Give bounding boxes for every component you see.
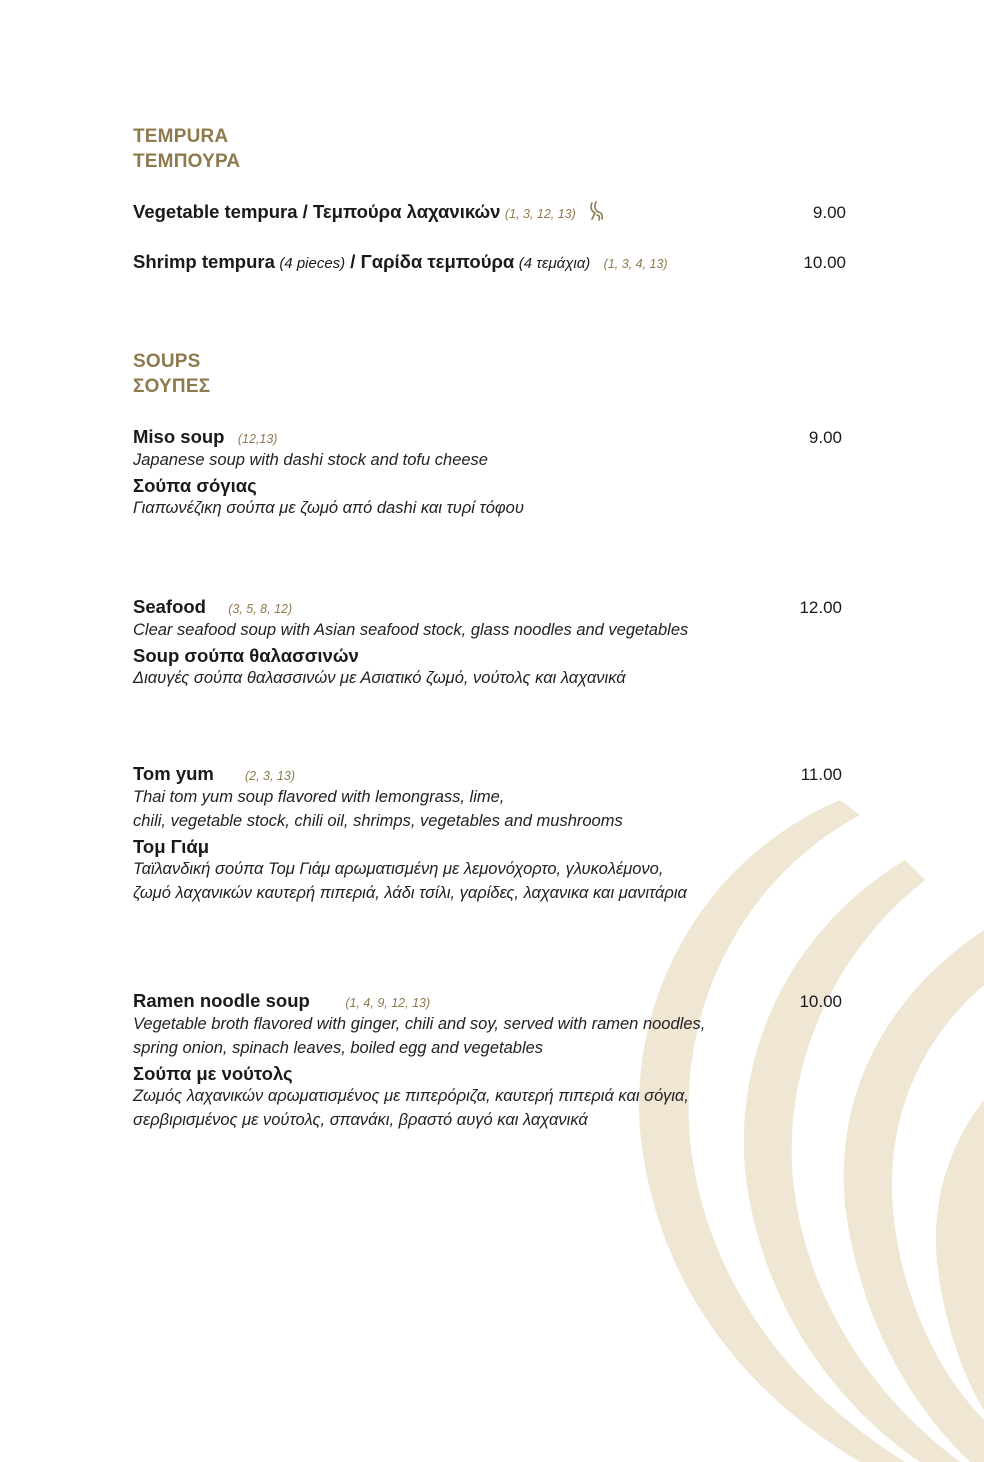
item-price: 11.00 [800,765,842,784]
item-name-gr: Τομ Γιάμ [133,836,210,857]
item-price: 9.00 [812,203,846,222]
item-name-en: Shrimp tempura [133,251,275,272]
allergen-codes: (3, 5, 8, 12) [228,602,293,616]
item-price: 10.00 [799,992,842,1011]
item-description-en: Clear seafood soup with Asian seafood stock, glass noodles and vegetables [133,621,689,639]
item-price: 9.00 [808,428,842,447]
allergen-codes: (12,13) [237,432,278,446]
section-heading-soups [133,349,210,399]
section-heading-tempura [133,124,240,174]
allergen-codes: (1, 3, 12, 13) [504,207,576,221]
menu-item-tom-yum [133,763,295,785]
item-price: 10.00 [803,253,846,272]
heading-gr: ΣΟΥΠΕΣ [133,376,211,397]
item-name-en: Seafood [133,596,206,617]
item-name-en: Miso soup [133,426,225,447]
item-description-gr-line-1: Ταϊλανδική σούπα Τομ Γιάμ αρωματισμένη με λεμονόχορτο, γλυκολέμονο, [133,860,664,878]
item-name-gr: Σούπα σόγιας [133,475,257,496]
heading-en: TEMPURA [133,126,229,147]
item-name-gr: Soup σούπα θαλασσινών [133,645,359,666]
item-description-gr-line-1: Ζωμός λαχανικών αρωματισμένος με πιπερόριζα, καυτερή πιπεριά και σόγια, [133,1087,689,1105]
item-name-en: Tom yum [133,763,214,784]
allergen-codes: (1, 3, 4, 13) [603,257,668,271]
item-description-gr-line-2: ζωμό λαχανικών καυτερή πιπεριά, λάδι τσίλι, γαρίδες, λαχανικα και μανιτάρια [133,884,687,902]
vegetarian-leaf-icon [588,201,606,226]
item-description-gr: Γιαπωνέζικη σούπα με ζωμό από dashi και τυρί τόφου [133,499,524,517]
item-price: 12.00 [799,598,842,617]
item-description-en-line-2: spring onion, spinach leaves, boiled egg and vegetables [133,1039,544,1057]
menu-item-ramen-noodle-soup [133,990,430,1012]
allergen-codes: (2, 3, 13) [244,769,296,783]
item-name-gr: Σούπα με νούτολς [133,1063,293,1084]
item-name: Vegetable tempura / Τεμπούρα λαχανικών [133,201,501,222]
menu-item-seafood-soup [133,596,292,618]
item-description-en-line-1: Vegetable broth flavored with ginger, chili and soy, served with ramen noodles, [133,1015,706,1033]
item-name-en: Ramen noodle soup [133,990,310,1011]
item-description-en-line-2: chili, vegetable stock, chili oil, shrimps, vegetables and mushrooms [133,812,623,830]
name-separator: / [345,251,361,272]
item-description-gr: Διαυγές σούπα θαλασσινών με Ασιατικό ζωμό, νούτολς και λαχανικά [133,669,626,687]
menu-item-vegetable-tempura [133,201,606,226]
menu-item-miso-soup [133,426,277,448]
item-name-gr: Γαρίδα τεμπούρα [360,251,515,272]
item-description-en: Japanese soup with dashi stock and tofu cheese [133,451,488,469]
allergen-codes: (1, 4, 9, 12, 13) [345,996,431,1010]
item-note-en: (4 pieces) [279,255,346,272]
item-description-en-line-1: Thai tom yum soup flavored with lemongrass, lime, [133,788,505,806]
heading-gr: ΤΕΜΠΟΥΡΑ [133,151,241,172]
heading-en: SOUPS [133,351,201,372]
menu-item-shrimp-tempura [133,251,668,273]
item-note-gr: (4 τεμάχια) [518,255,591,272]
item-description-gr-line-2: σερβιρισμένος με νούτολς, σπανάκι, βραστό αυγό και λαχανικά [133,1111,588,1129]
